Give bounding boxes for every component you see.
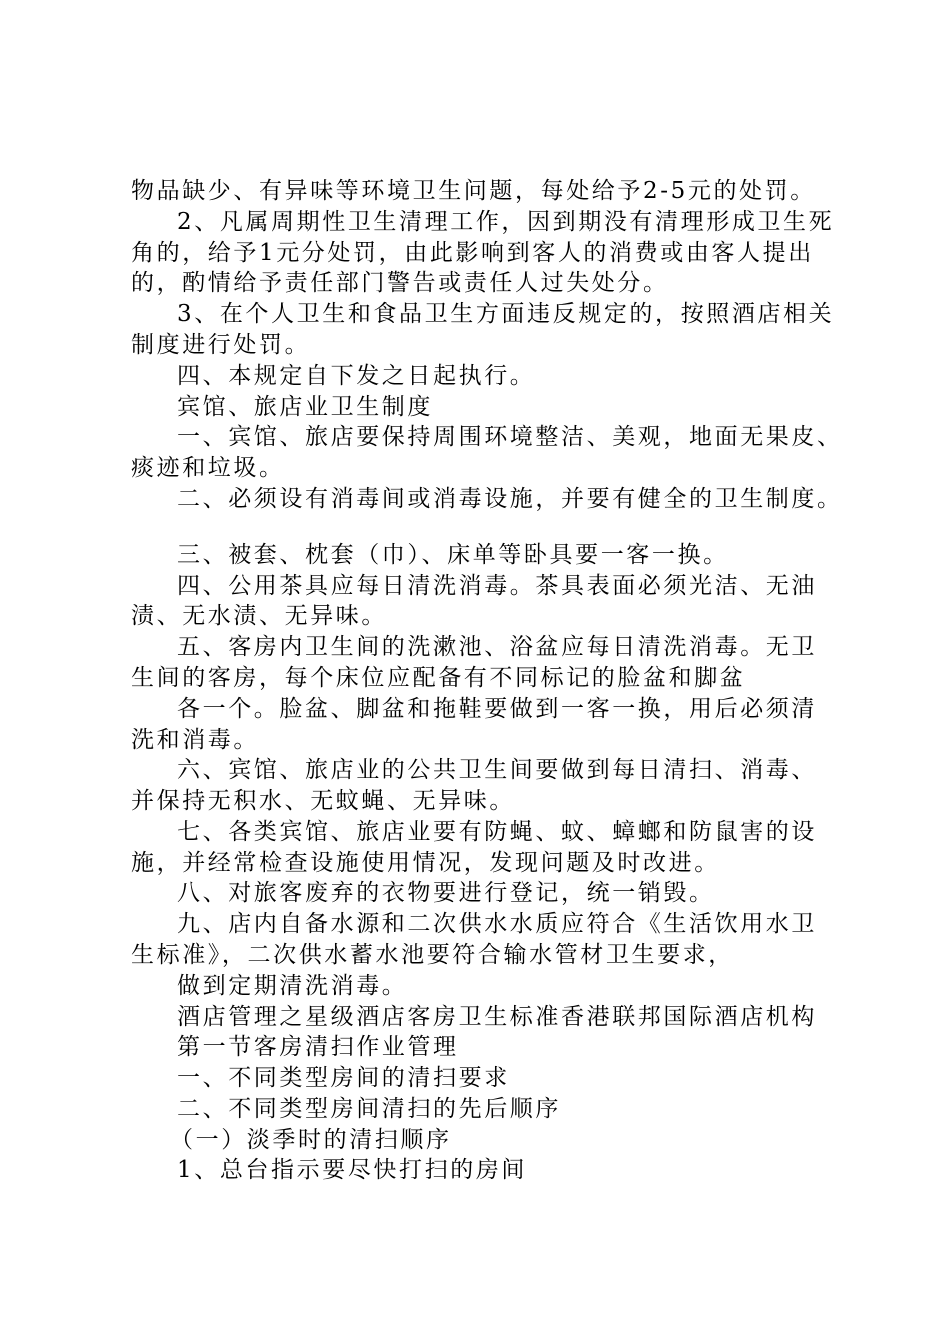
text-line: 八、对旅客废弃的衣物要进行登记，统一销毁。 — [177, 880, 715, 906]
text-line: 四、公用茶具应每日清洗消毒。茶具表面必须光洁、无油 — [177, 573, 817, 599]
text-line: 三、被套、枕套（巾）、床单等卧具要一客一换。 — [177, 542, 729, 568]
text-line: 生间的客房，每个床位应配备有不同标记的脸盆和脚盆 — [131, 665, 746, 691]
text-line: 1、总台指示要尽快打扫的房间 — [177, 1157, 528, 1183]
text-line: 痰迹和垃圾。 — [131, 455, 285, 481]
text-line: 角的，给予1元分处罚，由此影响到客人的消费或由客人提出 — [131, 240, 814, 266]
section-heading: 第一节客房清扫作业管理 — [177, 1034, 459, 1060]
text-line: 施，并经常检查设施使用情况，发现问题及时改进。 — [131, 850, 720, 876]
text-line: 的，酌情给予责任部门警告或责任人过失处分。 — [131, 270, 669, 296]
text-line: 2、凡属周期性卫生清理工作，因到期没有清理形成卫生死 — [177, 209, 835, 235]
text-line: 六、宾馆、旅店业的公共卫生间要做到每日清扫、消毒、 — [177, 757, 817, 783]
text-line: 物品缺少、有异味等环境卫生问题，每处给予2-5元的处罚。 — [131, 178, 816, 204]
text-line: 五、客房内卫生间的洗漱池、浴盆应每日清洗消毒。无卫 — [177, 634, 817, 660]
text-line: 渍、无水渍、无异味。 — [131, 603, 387, 629]
text-line: 制度进行处罚。 — [131, 332, 311, 358]
text-line: 二、必须设有消毒间或消毒设施，并要有健全的卫生制度。 — [177, 486, 843, 512]
text-line: 九、店内自备水源和二次供水水质应符合《生活饮用水卫 — [177, 911, 817, 937]
text-line: 3、在个人卫生和食品卫生方面违反规定的，按照酒店相关 — [177, 301, 835, 327]
text-line: 二、不同类型房间清扫的先后顺序 — [177, 1096, 561, 1122]
text-line: 七、各类宾馆、旅店业要有防蝇、蚊、蟑螂和防鼠害的设 — [177, 819, 817, 845]
text-line: 洗和消毒。 — [131, 727, 259, 753]
text-line: 一、宾馆、旅店要保持周围环境整洁、美观，地面无果皮、 — [177, 424, 843, 450]
text-line: 各一个。脸盆、脚盆和拖鞋要做到一客一换，用后必须清 — [177, 696, 817, 722]
section-heading: 宾馆、旅店业卫生制度 — [177, 394, 433, 420]
section-heading: 酒店管理之星级酒店客房卫生标准香港联邦国际酒店机构 — [177, 1004, 817, 1030]
text-line: 生标准》，二次供水蓄水池要符合输水管材卫生要求， — [131, 942, 734, 968]
text-line: 并保持无积水、无蚊蝇、无异味。 — [131, 788, 515, 814]
text-line: 四、本规定自下发之日起执行。 — [177, 363, 536, 389]
text-line: 做到定期清洗消毒。 — [177, 973, 408, 999]
text-line: 一、不同类型房间的清扫要求 — [177, 1065, 510, 1091]
text-line: （一）淡季时的清扫顺序 — [170, 1127, 452, 1153]
